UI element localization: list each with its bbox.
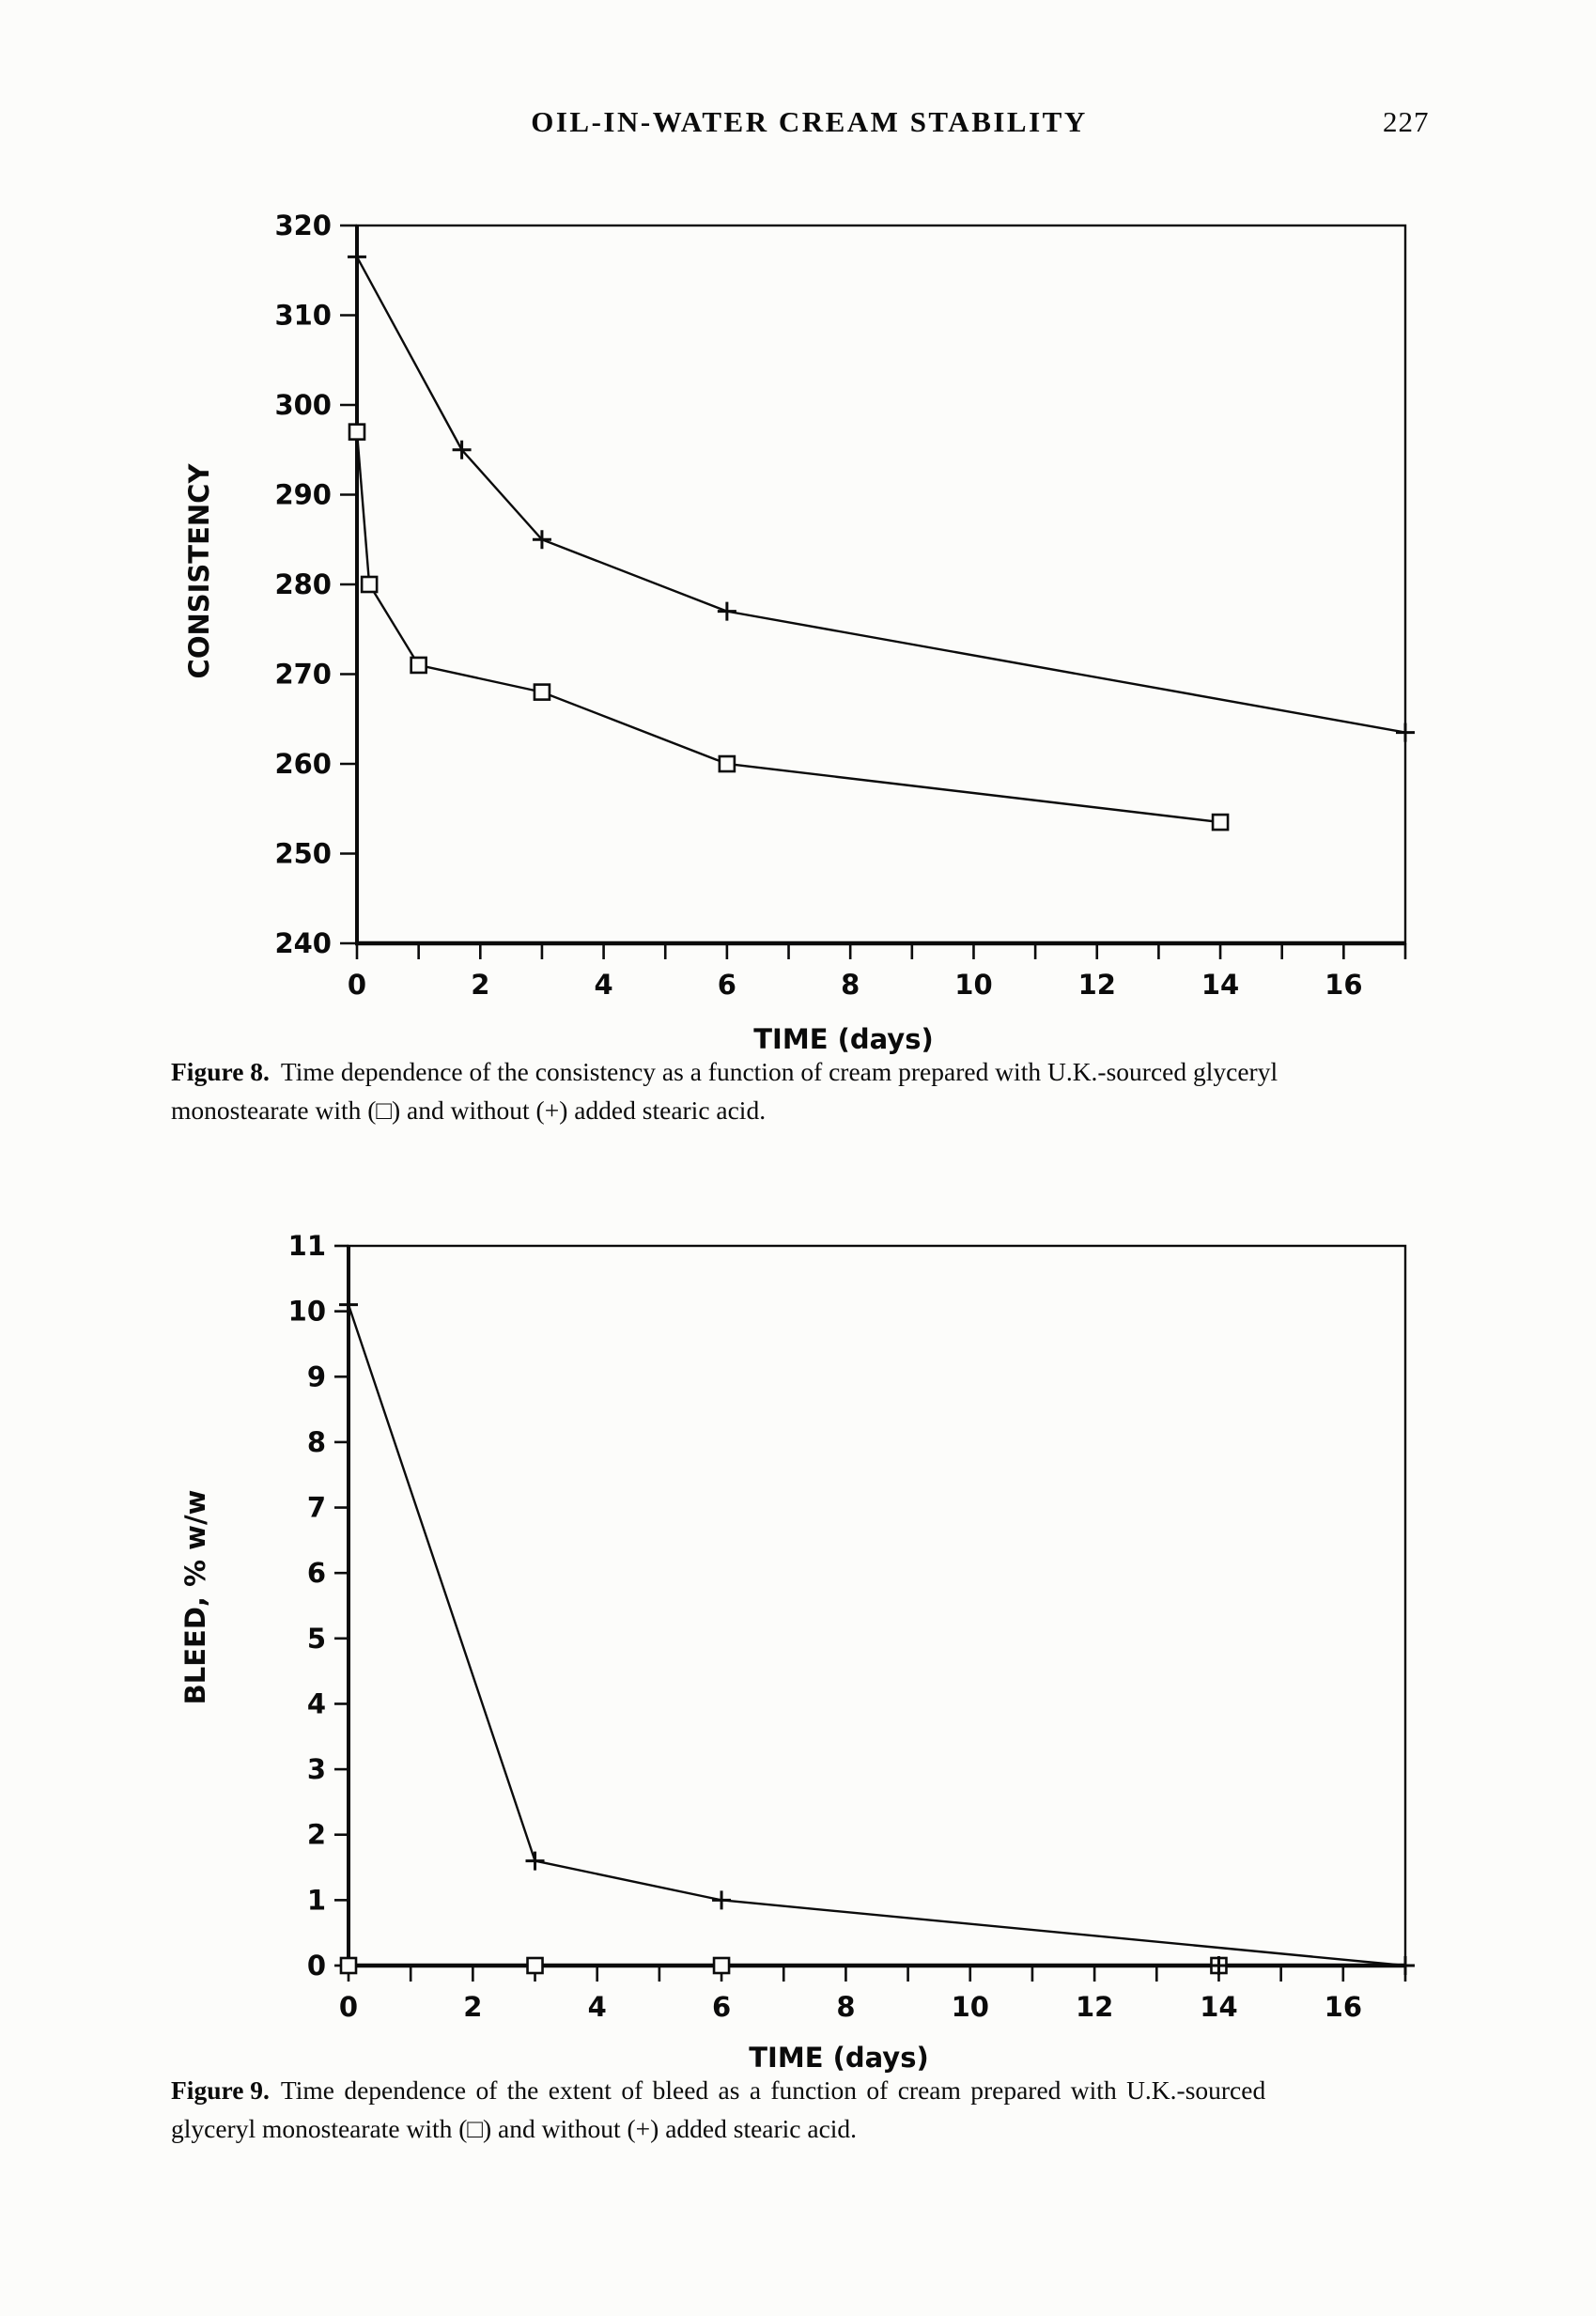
marker-plus [712,1890,731,1909]
y-axis-title: CONSISTENCY [183,463,215,679]
marker-square [411,658,426,673]
y-axis-tick-label: 1 [306,1884,326,1917]
x-axis-tick-label: 6 [711,1991,732,2023]
x-axis-tick-label: 10 [954,969,993,1001]
marker-plus [348,247,366,266]
x-axis-tick-label: 4 [594,969,613,1001]
marker-square [535,685,550,700]
y-axis-tick-label: 0 [306,1950,326,1982]
x-axis-tick-label: 16 [1324,1991,1363,2023]
x-axis-tick-label: 12 [1075,1991,1114,2023]
marker-square [349,425,364,440]
x-axis-tick-label: 8 [841,969,860,1001]
figure9-caption-line1: Time dependence of the extent of bleed as a function of cream prepared with U.K.-sourced [280,2075,1266,2105]
y-axis-title: BLEED, % w/w [179,1489,211,1705]
x-axis-tick-label: 16 [1325,969,1363,1001]
plot-frame [349,1246,1405,1966]
figure8-caption [171,1052,1449,1129]
series-line-plus [349,1305,1405,1966]
y-axis-tick-label: 9 [306,1360,326,1393]
y-axis-tick-label: 11 [287,1230,326,1262]
figure9-caption [171,2071,1449,2148]
x-axis-tick-label: 0 [338,1991,359,2023]
y-axis-tick-label: 270 [274,658,332,691]
y-axis-tick-label: 240 [274,927,332,959]
x-axis-title: TIME (days) [753,1023,934,1055]
marker-plus [526,1852,545,1871]
y-axis-tick-label: 320 [274,210,332,241]
marker-square [1213,815,1228,830]
figure9-caption-label: Figure 9. [171,2075,270,2105]
marker-square [714,1958,729,1973]
y-axis-tick-label: 4 [306,1687,326,1720]
y-axis-tick-label: 6 [306,1557,326,1590]
figure8-consistency-chart [132,132,1484,1090]
x-axis-tick-label: 8 [836,1991,856,2023]
y-axis-tick-label: 260 [274,748,332,780]
x-axis-tick-label: 2 [471,969,490,1001]
figure9-caption-line2: glyceryl monostearate with (□) and without (+) added stearic acid. [171,2114,858,2143]
y-axis-tick-label: 5 [306,1622,326,1655]
x-axis-tick-label: 4 [587,1991,607,2023]
figure8-caption-label: Figure 8. [171,1057,270,1086]
series-line-square [357,432,1220,822]
x-axis-tick-label: 12 [1077,969,1116,1001]
x-axis-tick-label: 0 [347,969,367,1001]
y-axis-tick-label: 300 [274,389,332,421]
figure9-bleed-chart [132,1203,1484,2095]
x-axis-title: TIME (days) [749,2042,929,2074]
x-axis-tick-label: 6 [717,969,736,1001]
page-number: 227 [1383,105,1430,138]
y-axis-tick-label: 7 [306,1491,326,1524]
x-axis-tick-label: 14 [1201,969,1240,1001]
marker-plus [1396,723,1415,742]
x-axis-tick-label: 10 [951,1991,989,2023]
x-axis-tick-label: 2 [463,1991,483,2023]
y-axis-tick-label: 310 [274,299,332,332]
series-line-plus [357,256,1405,732]
running-head-text: OIL-IN-WATER CREAM STABILITY [531,105,1088,138]
marker-square [720,756,735,771]
y-axis-tick-label: 290 [274,478,332,511]
marker-plus [718,602,736,621]
y-axis-tick-label: 8 [306,1425,326,1458]
y-axis-tick-label: 10 [287,1295,326,1328]
figure8-caption-line1: Time dependence of the consistency as a function of cream prepared with U.K.-sourced glyceryl [280,1057,1278,1086]
marker-square [528,1958,543,1973]
marker-square [362,577,377,592]
marker-square [341,1958,356,1973]
x-axis-tick-label: 14 [1200,1991,1238,2023]
y-axis-tick-label: 280 [274,568,332,600]
marker-plus [1396,1956,1415,1975]
figure8-caption-line2: monostearate with (□) and without (+) added stearic acid. [171,1096,767,1125]
y-axis-tick-label: 3 [306,1753,326,1786]
y-axis-tick-label: 2 [306,1818,326,1851]
plot-frame [357,225,1405,943]
y-axis-tick-label: 250 [274,837,332,870]
